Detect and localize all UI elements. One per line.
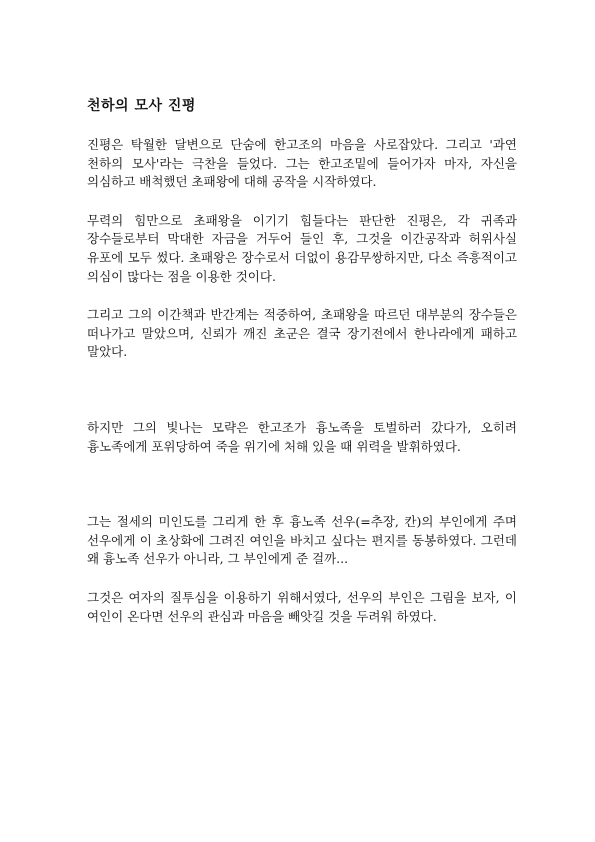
paragraph-spacer [87, 569, 517, 589]
paragraph-spacer [87, 362, 517, 419]
paragraph: 무력의 힘만으로 초패왕을 이기기 힘들다는 판단한 진평은, 각 귀족과 장수들로부터 막대한 자금을 거두어 들인 후, 그것을 이간공작과 허위사실 유포에 모두 썼다. 초패왕은 장수로서 더없이 용감무쌍하지만, 다소 즉흥적이고 의심이 많다는 점을 이용한 것이다. [87, 212, 517, 284]
paragraph: 진평은 탁월한 달변으로 단숨에 한고조의 마음을 사로잡았다. 그리고 '과연 천하의 모사'라는 극찬을 들었다. 그는 한고조밑에 들어가자 마자, 자신을 의심하고 배척했던 초패왕에 대해 공작을 시작하였다. [87, 137, 517, 190]
paragraph: 하지만 그의 빛나는 모략은 한고조가 흉노족을 토벌하러 갔다가, 오히려 흉노족에게 포위당하여 죽을 위기에 처해 있을 때 위력을 발휘하였다. [87, 419, 517, 454]
paragraph-spacer [87, 456, 517, 513]
document-page [87, 96, 517, 626]
document-title: 천하의 모사 진평 [87, 98, 196, 114]
paragraph-spacer [87, 192, 517, 212]
paragraph: 그리고 그의 이간책과 반간계는 적중하여, 초패왕을 따르던 대부분의 장수들은 떠나가고 말았으며, 신뢰가 깨진 초군은 결국 장기전에서 한나라에게 패하고 말았다. [87, 307, 517, 360]
paragraph-spacer [87, 286, 517, 306]
paragraph: 그것은 여자의 질투심을 이용하기 위해서였다, 선우의 부인은 그림을 보자, 이 여인이 온다면 선우의 관심과 마음을 빼앗길 것을 두려워 하였다. [87, 589, 517, 624]
paragraph: 그는 절세의 미인도를 그리게 한 후 흉노족 선우(=추장, 칸)의 부인에게 주며 선우에게 이 초상화에 그려진 여인을 바치고 싶다는 편지를 동봉하였다. 그런데 왜 흉노족 선우가 아니라, 그 부인에게 준 걸까... [87, 514, 517, 567]
